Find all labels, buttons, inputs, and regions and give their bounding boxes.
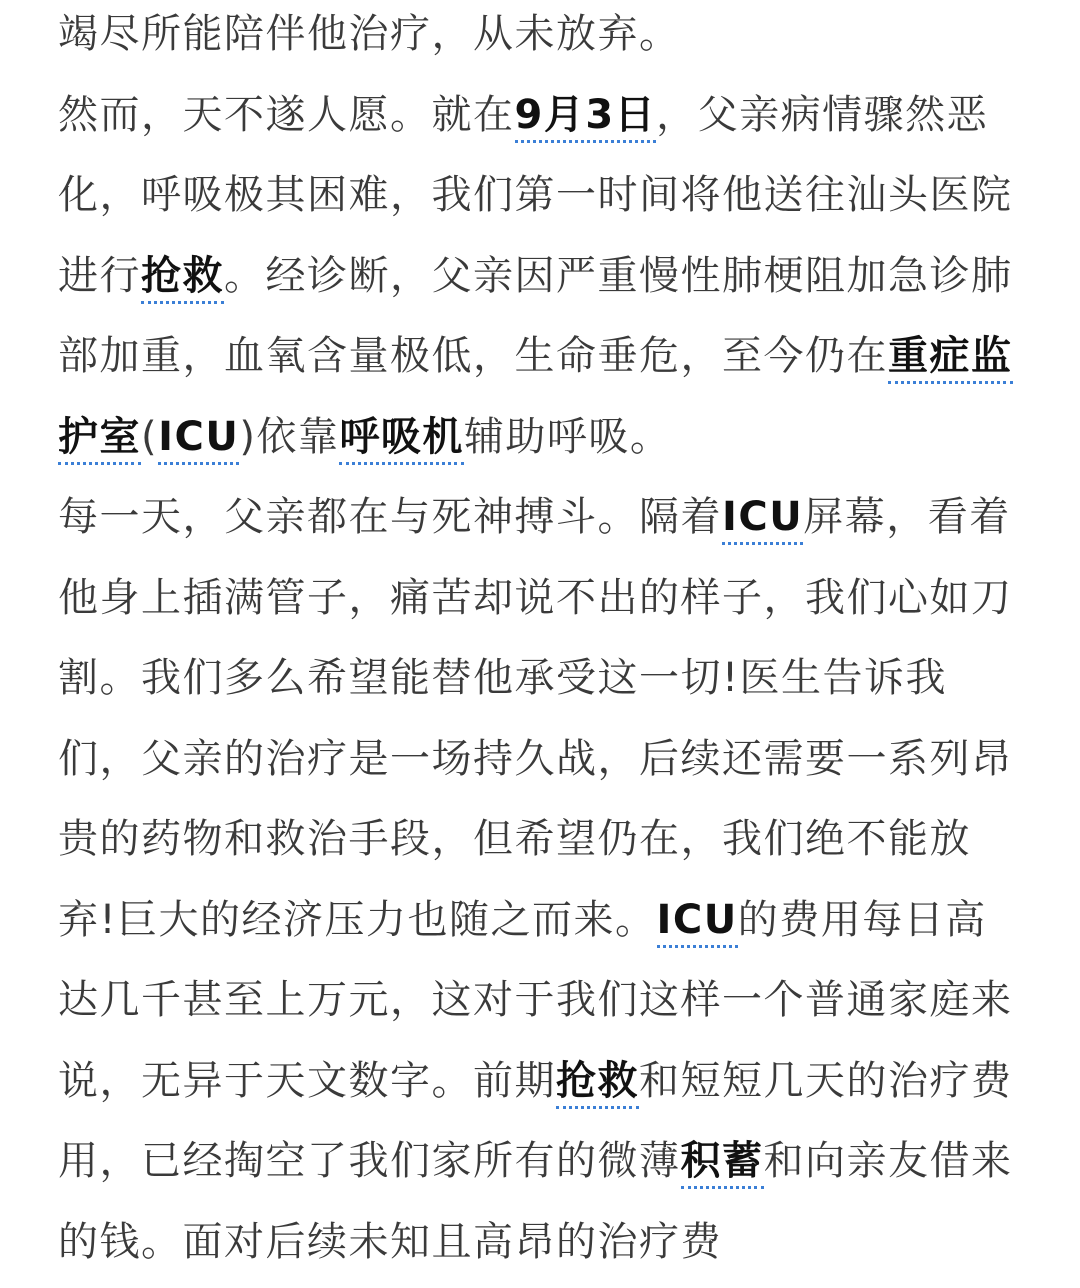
keyword-link[interactable]: ICU: [158, 414, 239, 465]
paragraph-text: 。经诊断，父亲因严重慢性肺梗阻加急诊肺部加重，血氧含量极低，生命垂危，至今仍在: [58, 252, 1013, 379]
paragraph-text: 的费用每日高达几千甚至上万元，这对于我们这样一个普通家庭来说，无异于天文数字。前期: [58, 896, 1013, 1104]
paragraph-text: ，父亲病情骤然恶化，呼吸极其困难，我们第一时间将他送往汕头医院进行: [58, 91, 1013, 299]
paragraph-text: 然而，天不遂人愿。就在: [58, 91, 515, 138]
paragraph-text: (: [141, 413, 159, 460]
keyword-link[interactable]: 呼吸机: [339, 414, 464, 465]
paragraph-text: )依靠: [239, 413, 340, 460]
keyword-link[interactable]: 重症监护室: [58, 333, 1013, 465]
keyword-link[interactable]: ICU: [722, 494, 803, 545]
article-paragraph: [58, 0, 1028, 75]
paragraph-text: 屏幕，看着他身上插满管子，痛苦却说不出的样子，我们心如刀割。我们多么希望能替他承受这一切!医生告诉我们，父亲的治疗是一场持久战，后续还需要一系列昂贵的药物和救治手段，但希望仍在，我们绝不能放弃!巨大的经济压力也随之而来。: [58, 494, 1013, 943]
keyword-link[interactable]: 抢救: [141, 253, 224, 304]
article-body: [58, 0, 1028, 1282]
keyword-link[interactable]: 抢救: [556, 1058, 639, 1109]
keyword-link[interactable]: 9月3日: [515, 92, 657, 143]
paragraph-text: 和短短几天的治疗费用，已经掏空了我们家所有的微薄: [58, 1057, 1013, 1184]
paragraph-text: 和向亲友借来的钱。面对后续未知且高昂的治疗费: [58, 1138, 1013, 1265]
keyword-link[interactable]: 积蓄: [681, 1138, 764, 1189]
keyword-link[interactable]: ICU: [657, 897, 738, 948]
paragraph-text: 竭尽所能陪伴他治疗，从未放弃。: [58, 11, 681, 57]
paragraph-text: 辅助呼吸。: [463, 413, 672, 460]
article-paragraph: [58, 75, 1028, 478]
paragraph-text: 每一天，父亲都在与死神搏斗。隔着: [58, 494, 722, 540]
article-paragraph: [58, 477, 1028, 1282]
